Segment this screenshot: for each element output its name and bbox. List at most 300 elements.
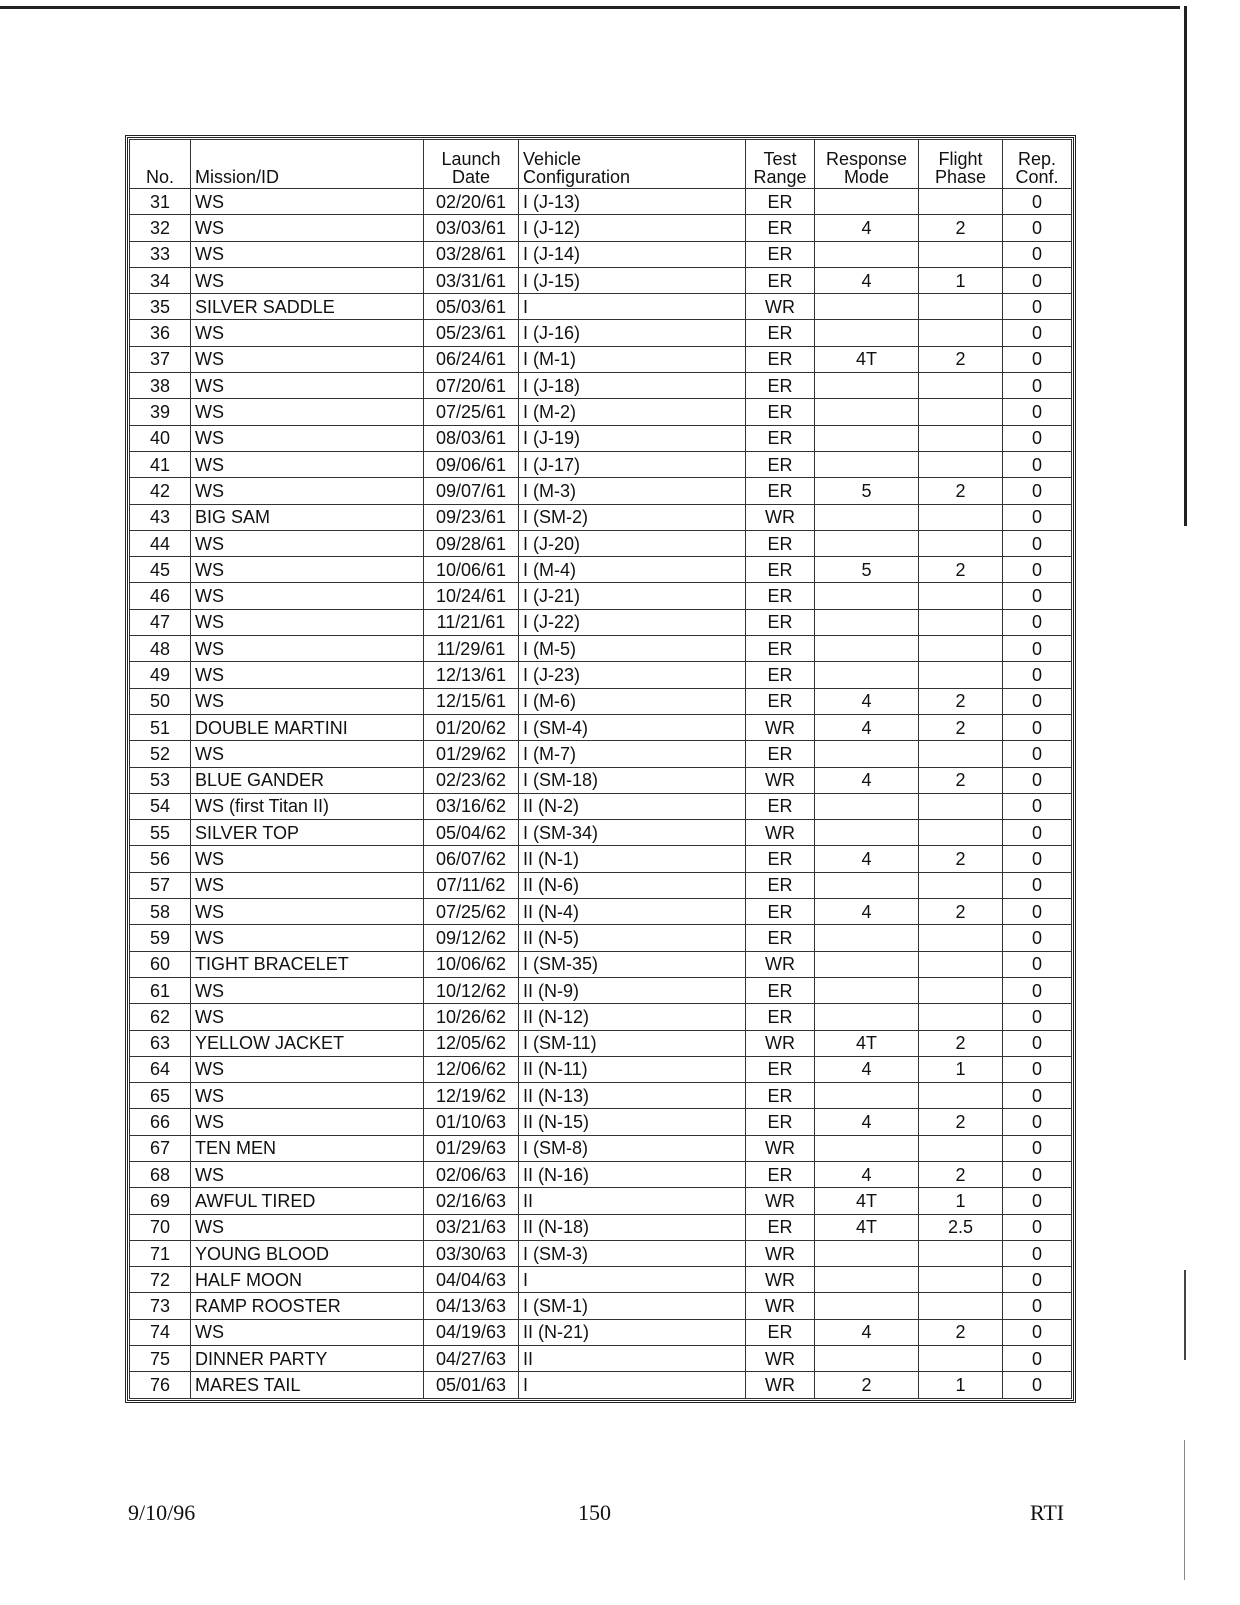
cell-vehicle: I (M-2) xyxy=(519,399,746,425)
cell-mission: WS xyxy=(191,1109,424,1135)
cell-response-mode: 4T xyxy=(815,1030,919,1056)
cell-launch-date: 09/06/61 xyxy=(424,451,519,477)
cell-test-range: ER xyxy=(746,215,815,241)
cell-mission: WS xyxy=(191,899,424,925)
cell-test-range: ER xyxy=(746,977,815,1003)
cell-no: 43 xyxy=(130,504,191,530)
cell-launch-date: 03/31/61 xyxy=(424,267,519,293)
cell-vehicle: I (M-4) xyxy=(519,557,746,583)
right-edge-mark xyxy=(1184,1270,1186,1360)
cell-response-mode xyxy=(815,636,919,662)
table-row xyxy=(130,688,1072,714)
cell-no: 67 xyxy=(130,1135,191,1161)
cell-mission: TIGHT BRACELET xyxy=(191,951,424,977)
cell-no: 60 xyxy=(130,951,191,977)
cell-launch-date: 01/20/62 xyxy=(424,714,519,740)
cell-vehicle: I (M-5) xyxy=(519,636,746,662)
cell-rep-conf: 0 xyxy=(1003,688,1072,714)
cell-test-range: ER xyxy=(746,636,815,662)
cell-flight-phase: 2 xyxy=(919,346,1003,372)
cell-rep-conf: 0 xyxy=(1003,1083,1072,1109)
cell-rep-conf: 0 xyxy=(1003,1372,1072,1398)
cell-launch-date: 11/21/61 xyxy=(424,609,519,635)
table-row xyxy=(130,451,1072,477)
table-row xyxy=(130,662,1072,688)
cell-flight-phase xyxy=(919,951,1003,977)
cell-flight-phase xyxy=(919,925,1003,951)
cell-flight-phase xyxy=(919,425,1003,451)
cell-response-mode xyxy=(815,820,919,846)
cell-rep-conf: 0 xyxy=(1003,846,1072,872)
cell-no: 32 xyxy=(130,215,191,241)
cell-response-mode xyxy=(815,1083,919,1109)
cell-vehicle: I (SM-35) xyxy=(519,951,746,977)
cell-launch-date: 05/04/62 xyxy=(424,820,519,846)
header-test-range xyxy=(746,140,815,189)
top-rule xyxy=(0,6,1180,9)
launch-table-frame xyxy=(125,135,1076,1403)
cell-vehicle: II xyxy=(519,1346,746,1372)
cell-mission: SILVER TOP xyxy=(191,820,424,846)
table-row xyxy=(130,241,1072,267)
cell-flight-phase xyxy=(919,451,1003,477)
table-row xyxy=(130,1319,1072,1345)
cell-response-mode xyxy=(815,425,919,451)
cell-rep-conf: 0 xyxy=(1003,346,1072,372)
cell-flight-phase: 2 xyxy=(919,846,1003,872)
cell-no: 31 xyxy=(130,189,191,215)
cell-test-range: WR xyxy=(746,767,815,793)
cell-rep-conf: 0 xyxy=(1003,1161,1072,1187)
cell-no: 62 xyxy=(130,1004,191,1030)
cell-mission: WS xyxy=(191,320,424,346)
cell-vehicle: I (SM-18) xyxy=(519,767,746,793)
table-row xyxy=(130,267,1072,293)
cell-vehicle: I (M-3) xyxy=(519,478,746,504)
page-number: 150 xyxy=(578,1500,611,1525)
cell-vehicle: I (J-13) xyxy=(519,189,746,215)
cell-mission: WS xyxy=(191,1056,424,1082)
cell-test-range: ER xyxy=(746,899,815,925)
cell-test-range: WR xyxy=(746,1293,815,1319)
cell-response-mode: 4T xyxy=(815,346,919,372)
cell-launch-date: 05/03/61 xyxy=(424,294,519,320)
cell-vehicle: II (N-1) xyxy=(519,846,746,872)
header-vehicle-line1: Vehicle xyxy=(523,149,582,169)
cell-vehicle: II (N-11) xyxy=(519,1056,746,1082)
cell-rep-conf: 0 xyxy=(1003,925,1072,951)
cell-rep-conf: 0 xyxy=(1003,583,1072,609)
cell-test-range: ER xyxy=(746,846,815,872)
cell-no: 68 xyxy=(130,1161,191,1187)
cell-launch-date: 08/03/61 xyxy=(424,425,519,451)
cell-response-mode xyxy=(815,951,919,977)
cell-flight-phase xyxy=(919,1004,1003,1030)
cell-launch-date: 07/25/62 xyxy=(424,899,519,925)
table-row xyxy=(130,1267,1072,1293)
cell-launch-date: 02/16/63 xyxy=(424,1188,519,1214)
cell-flight-phase: 2 xyxy=(919,688,1003,714)
cell-no: 71 xyxy=(130,1240,191,1266)
cell-test-range: ER xyxy=(746,451,815,477)
cell-rep-conf: 0 xyxy=(1003,714,1072,740)
cell-launch-date: 07/25/61 xyxy=(424,399,519,425)
cell-response-mode: 4 xyxy=(815,1161,919,1187)
cell-rep-conf: 0 xyxy=(1003,609,1072,635)
cell-response-mode xyxy=(815,504,919,530)
cell-vehicle: I (J-12) xyxy=(519,215,746,241)
cell-vehicle: II (N-12) xyxy=(519,1004,746,1030)
cell-rep-conf: 0 xyxy=(1003,767,1072,793)
cell-response-mode xyxy=(815,609,919,635)
right-edge-mark xyxy=(1184,1440,1185,1580)
cell-launch-date: 07/11/62 xyxy=(424,872,519,898)
table-body xyxy=(130,189,1072,1399)
cell-test-range: ER xyxy=(746,346,815,372)
cell-vehicle: II xyxy=(519,1188,746,1214)
header-flight-phase-line2: Phase xyxy=(934,167,987,187)
cell-test-range: ER xyxy=(746,793,815,819)
header-test-range-line2: Range xyxy=(753,167,807,187)
cell-test-range: WR xyxy=(746,1267,815,1293)
cell-vehicle: II (N-4) xyxy=(519,899,746,925)
cell-mission: BLUE GANDER xyxy=(191,767,424,793)
right-edge-mark xyxy=(1184,6,1187,526)
cell-test-range: ER xyxy=(746,925,815,951)
cell-response-mode xyxy=(815,399,919,425)
cell-rep-conf: 0 xyxy=(1003,1240,1072,1266)
cell-flight-phase xyxy=(919,189,1003,215)
cell-mission: TEN MEN xyxy=(191,1135,424,1161)
cell-no: 59 xyxy=(130,925,191,951)
cell-flight-phase xyxy=(919,1135,1003,1161)
cell-flight-phase xyxy=(919,820,1003,846)
cell-flight-phase: 1 xyxy=(919,1188,1003,1214)
table-row xyxy=(130,1188,1072,1214)
cell-rep-conf: 0 xyxy=(1003,294,1072,320)
cell-flight-phase xyxy=(919,609,1003,635)
cell-no: 33 xyxy=(130,241,191,267)
cell-mission: WS xyxy=(191,425,424,451)
cell-test-range: ER xyxy=(746,1214,815,1240)
cell-no: 63 xyxy=(130,1030,191,1056)
cell-test-range: ER xyxy=(746,373,815,399)
cell-flight-phase: 2 xyxy=(919,1319,1003,1345)
cell-launch-date: 02/20/61 xyxy=(424,189,519,215)
table-row xyxy=(130,373,1072,399)
cell-mission: WS xyxy=(191,346,424,372)
table-row xyxy=(130,793,1072,819)
cell-mission: WS xyxy=(191,215,424,241)
cell-response-mode: 4T xyxy=(815,1188,919,1214)
cell-flight-phase xyxy=(919,1346,1003,1372)
cell-launch-date: 03/28/61 xyxy=(424,241,519,267)
table-row xyxy=(130,1083,1072,1109)
cell-mission: WS xyxy=(191,267,424,293)
cell-vehicle: I (J-19) xyxy=(519,425,746,451)
cell-response-mode xyxy=(815,925,919,951)
cell-launch-date: 04/13/63 xyxy=(424,1293,519,1319)
cell-rep-conf: 0 xyxy=(1003,1188,1072,1214)
cell-launch-date: 09/07/61 xyxy=(424,478,519,504)
table-row xyxy=(130,504,1072,530)
cell-no: 50 xyxy=(130,688,191,714)
cell-mission: WS xyxy=(191,846,424,872)
cell-test-range: ER xyxy=(746,872,815,898)
table-row xyxy=(130,951,1072,977)
cell-no: 69 xyxy=(130,1188,191,1214)
header-no: No. xyxy=(130,140,191,189)
cell-mission: WS xyxy=(191,662,424,688)
cell-rep-conf: 0 xyxy=(1003,504,1072,530)
cell-response-mode xyxy=(815,189,919,215)
cell-mission: WS xyxy=(191,478,424,504)
cell-response-mode xyxy=(815,1135,919,1161)
cell-test-range: ER xyxy=(746,425,815,451)
cell-response-mode xyxy=(815,241,919,267)
table-row xyxy=(130,977,1072,1003)
cell-response-mode: 4 xyxy=(815,215,919,241)
launch-table xyxy=(129,139,1072,1399)
cell-response-mode xyxy=(815,1293,919,1319)
table-row xyxy=(130,294,1072,320)
cell-response-mode xyxy=(815,373,919,399)
header-row xyxy=(130,140,1072,189)
header-rep-conf xyxy=(1003,140,1072,189)
cell-mission: WS (first Titan II) xyxy=(191,793,424,819)
cell-flight-phase xyxy=(919,294,1003,320)
cell-rep-conf: 0 xyxy=(1003,425,1072,451)
cell-response-mode: 4 xyxy=(815,267,919,293)
cell-response-mode: 4 xyxy=(815,714,919,740)
cell-response-mode: 4 xyxy=(815,846,919,872)
cell-launch-date: 03/30/63 xyxy=(424,1240,519,1266)
cell-no: 47 xyxy=(130,609,191,635)
cell-response-mode xyxy=(815,1004,919,1030)
cell-launch-date: 12/19/62 xyxy=(424,1083,519,1109)
cell-mission: HALF MOON xyxy=(191,1267,424,1293)
cell-response-mode xyxy=(815,1267,919,1293)
cell-launch-date: 10/26/62 xyxy=(424,1004,519,1030)
cell-no: 72 xyxy=(130,1267,191,1293)
cell-test-range: WR xyxy=(746,1240,815,1266)
cell-mission: DOUBLE MARTINI xyxy=(191,714,424,740)
table-row xyxy=(130,1161,1072,1187)
cell-test-range: WR xyxy=(746,294,815,320)
cell-mission: RAMP ROOSTER xyxy=(191,1293,424,1319)
cell-mission: WS xyxy=(191,688,424,714)
cell-vehicle: I (J-16) xyxy=(519,320,746,346)
cell-rep-conf: 0 xyxy=(1003,1135,1072,1161)
cell-vehicle: II (N-5) xyxy=(519,925,746,951)
cell-launch-date: 06/24/61 xyxy=(424,346,519,372)
cell-response-mode xyxy=(815,583,919,609)
cell-no: 65 xyxy=(130,1083,191,1109)
cell-flight-phase xyxy=(919,583,1003,609)
cell-response-mode: 4 xyxy=(815,1319,919,1345)
cell-test-range: ER xyxy=(746,662,815,688)
cell-launch-date: 02/06/63 xyxy=(424,1161,519,1187)
cell-no: 55 xyxy=(130,820,191,846)
cell-launch-date: 10/06/62 xyxy=(424,951,519,977)
cell-vehicle: I (J-17) xyxy=(519,451,746,477)
cell-launch-date: 03/16/62 xyxy=(424,793,519,819)
cell-mission: WS xyxy=(191,373,424,399)
cell-no: 57 xyxy=(130,872,191,898)
cell-vehicle: I (SM-1) xyxy=(519,1293,746,1319)
cell-launch-date: 10/12/62 xyxy=(424,977,519,1003)
cell-test-range: ER xyxy=(746,241,815,267)
cell-test-range: ER xyxy=(746,530,815,556)
cell-no: 48 xyxy=(130,636,191,662)
cell-no: 41 xyxy=(130,451,191,477)
cell-rep-conf: 0 xyxy=(1003,820,1072,846)
cell-flight-phase: 2 xyxy=(919,899,1003,925)
table-row xyxy=(130,189,1072,215)
cell-flight-phase xyxy=(919,1240,1003,1266)
cell-mission: YOUNG BLOOD xyxy=(191,1240,424,1266)
table-row xyxy=(130,1214,1072,1240)
cell-response-mode xyxy=(815,320,919,346)
cell-launch-date: 07/20/61 xyxy=(424,373,519,399)
cell-test-range: ER xyxy=(746,1083,815,1109)
table-row xyxy=(130,741,1072,767)
cell-response-mode: 4T xyxy=(815,1214,919,1240)
cell-mission: WS xyxy=(191,583,424,609)
cell-no: 75 xyxy=(130,1346,191,1372)
cell-vehicle: I (SM-4) xyxy=(519,714,746,740)
table-row xyxy=(130,846,1072,872)
table-row xyxy=(130,399,1072,425)
cell-response-mode xyxy=(815,451,919,477)
cell-response-mode: 4 xyxy=(815,1056,919,1082)
cell-no: 46 xyxy=(130,583,191,609)
cell-vehicle: I (J-20) xyxy=(519,530,746,556)
cell-launch-date: 04/27/63 xyxy=(424,1346,519,1372)
footer-org: RTI xyxy=(1030,1500,1065,1525)
cell-rep-conf: 0 xyxy=(1003,1293,1072,1319)
cell-mission: SILVER SADDLE xyxy=(191,294,424,320)
cell-rep-conf: 0 xyxy=(1003,189,1072,215)
cell-mission: WS xyxy=(191,925,424,951)
cell-mission: BIG SAM xyxy=(191,504,424,530)
cell-vehicle: I (J-21) xyxy=(519,583,746,609)
cell-vehicle: II (N-9) xyxy=(519,977,746,1003)
table-row xyxy=(130,346,1072,372)
cell-vehicle: I (SM-3) xyxy=(519,1240,746,1266)
cell-flight-phase: 1 xyxy=(919,1056,1003,1082)
cell-flight-phase: 2 xyxy=(919,557,1003,583)
cell-launch-date: 09/28/61 xyxy=(424,530,519,556)
cell-test-range: ER xyxy=(746,267,815,293)
cell-test-range: ER xyxy=(746,189,815,215)
cell-test-range: WR xyxy=(746,714,815,740)
header-mission: Mission/ID xyxy=(191,140,424,189)
header-vehicle-line2: Configuration xyxy=(523,167,631,187)
cell-mission: WS xyxy=(191,741,424,767)
cell-test-range: ER xyxy=(746,1319,815,1345)
cell-test-range: WR xyxy=(746,1135,815,1161)
cell-rep-conf: 0 xyxy=(1003,399,1072,425)
cell-rep-conf: 0 xyxy=(1003,1004,1072,1030)
cell-launch-date: 01/29/63 xyxy=(424,1135,519,1161)
cell-rep-conf: 0 xyxy=(1003,267,1072,293)
cell-vehicle: I (M-1) xyxy=(519,346,746,372)
cell-flight-phase xyxy=(919,530,1003,556)
cell-mission: WS xyxy=(191,1161,424,1187)
cell-flight-phase xyxy=(919,1083,1003,1109)
cell-launch-date: 02/23/62 xyxy=(424,767,519,793)
cell-no: 53 xyxy=(130,767,191,793)
cell-flight-phase xyxy=(919,241,1003,267)
cell-vehicle: I (M-7) xyxy=(519,741,746,767)
cell-no: 38 xyxy=(130,373,191,399)
cell-vehicle: II (N-16) xyxy=(519,1161,746,1187)
header-launch-date-line1: Launch xyxy=(441,149,501,169)
cell-response-mode xyxy=(815,1346,919,1372)
cell-launch-date: 01/29/62 xyxy=(424,741,519,767)
cell-launch-date: 12/05/62 xyxy=(424,1030,519,1056)
cell-response-mode xyxy=(815,294,919,320)
cell-test-range: ER xyxy=(746,1004,815,1030)
table-row xyxy=(130,1030,1072,1056)
cell-flight-phase xyxy=(919,636,1003,662)
cell-response-mode: 4 xyxy=(815,1109,919,1135)
cell-rep-conf: 0 xyxy=(1003,320,1072,346)
cell-mission: WS xyxy=(191,530,424,556)
cell-vehicle: I (J-15) xyxy=(519,267,746,293)
cell-flight-phase: 2 xyxy=(919,1030,1003,1056)
cell-vehicle: II (N-6) xyxy=(519,872,746,898)
cell-rep-conf: 0 xyxy=(1003,478,1072,504)
table-row xyxy=(130,425,1072,451)
footer-date: 9/10/96 xyxy=(128,1500,196,1525)
cell-launch-date: 05/01/63 xyxy=(424,1372,519,1398)
cell-mission: WS xyxy=(191,872,424,898)
cell-response-mode xyxy=(815,662,919,688)
cell-no: 61 xyxy=(130,977,191,1003)
cell-launch-date: 12/13/61 xyxy=(424,662,519,688)
table-row xyxy=(130,1293,1072,1319)
cell-mission: DINNER PARTY xyxy=(191,1346,424,1372)
cell-launch-date: 04/04/63 xyxy=(424,1267,519,1293)
cell-launch-date: 04/19/63 xyxy=(424,1319,519,1345)
cell-flight-phase xyxy=(919,1293,1003,1319)
cell-vehicle: I xyxy=(519,294,746,320)
cell-flight-phase xyxy=(919,872,1003,898)
cell-rep-conf: 0 xyxy=(1003,872,1072,898)
cell-response-mode: 4 xyxy=(815,767,919,793)
cell-test-range: ER xyxy=(746,688,815,714)
cell-response-mode: 5 xyxy=(815,557,919,583)
table-row xyxy=(130,1372,1072,1398)
cell-rep-conf: 0 xyxy=(1003,741,1072,767)
cell-flight-phase: 2.5 xyxy=(919,1214,1003,1240)
cell-vehicle: I (J-22) xyxy=(519,609,746,635)
cell-vehicle: I xyxy=(519,1267,746,1293)
table-row xyxy=(130,899,1072,925)
cell-rep-conf: 0 xyxy=(1003,636,1072,662)
header-response-mode-line1: Response xyxy=(825,149,908,169)
cell-test-range: ER xyxy=(746,1056,815,1082)
cell-flight-phase: 2 xyxy=(919,1161,1003,1187)
cell-vehicle: I (SM-8) xyxy=(519,1135,746,1161)
cell-no: 54 xyxy=(130,793,191,819)
cell-mission: WS xyxy=(191,241,424,267)
cell-mission: AWFUL TIRED xyxy=(191,1188,424,1214)
table-row xyxy=(130,1135,1072,1161)
cell-rep-conf: 0 xyxy=(1003,373,1072,399)
